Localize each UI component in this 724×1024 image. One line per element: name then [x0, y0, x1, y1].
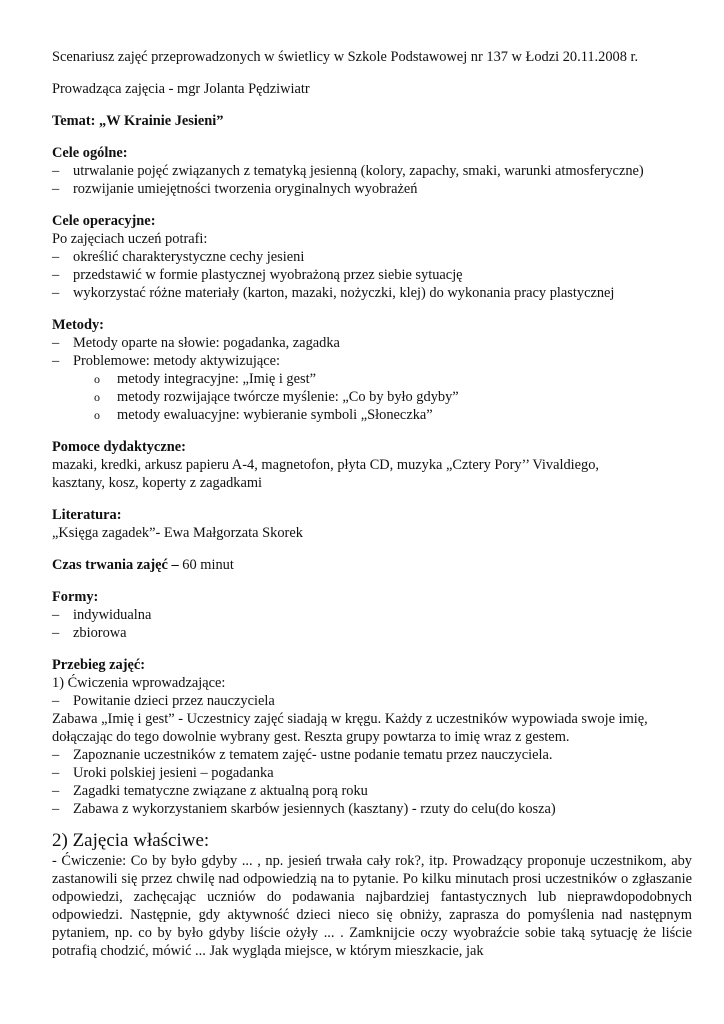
duration-line — [52, 556, 692, 574]
list-item: – Uroki polskiej jesieni – pogadanka — [52, 765, 274, 781]
game-description: dołączając do tego dowolnie wybrany gest. Reszta grupy powtarza to imię wraz z gestem. — [52, 729, 570, 745]
circle-bullet: o — [94, 372, 100, 386]
game-description: Zabawa „Imię i gest” - Uczestnicy zajęć siadają w kręgu. Każdy z uczestników wypowiada swoje imię, — [52, 711, 648, 727]
dash-bullet: – — [52, 783, 60, 799]
teacher-line: Prowadząca zajęcia - mgr Jolanta Pędziwiatr — [52, 81, 310, 97]
step-heading-main: 2) Zajęcia właściwe: — [52, 830, 210, 851]
dash-bullet: – — [52, 267, 60, 283]
literature-heading: Literatura: — [52, 507, 122, 523]
circle-bullet: o — [94, 408, 100, 422]
exercise-paragraph: - Ćwiczenie: Co by było gdyby ... , np. jesień trwała cały rok?, itp. Prowadzący proponuje uczestnikom, aby zastanowili się przez chwilę nad odpowiedzią na to pytanie. Po kilku minutach prosi uczestników o zgłaszanie odpowiedzi, zachęcając uczniów do podawania najbardziej fantastycznych lub nieprawdopodobnych odpowiedzi. Następnie, gdy aktywność dzieci nieco się obniży, zaprasza do pomyślenia nad następnym pytaniem, np. co by było gdyby liście ożyły ... . Zamknijcie oczy wyobraźcie sobie taką sytuację że liście potrafią chodzić, mówić ... Jak wygląda miejsce, w którym mieszkacie, jak — [52, 853, 692, 959]
course-heading: Przebieg zajęć: — [52, 657, 146, 673]
list-item: – Problemowe: metody aktywizujące: — [52, 353, 281, 369]
list-item: – Zagadki tematyczne związane z aktualną porą roku — [52, 783, 368, 799]
operational-goals-intro: Po zajęciach uczeń potrafi: — [52, 231, 208, 247]
list-item: – Metody oparte na słowie: pogadanka, zagadka — [52, 335, 340, 351]
duration-value: 60 minut — [178, 557, 234, 573]
aids-heading: Pomoce dydaktyczne: — [52, 439, 186, 455]
list-item: – utrwalanie pojęć związanych z tematyką jesienną (kolory, zapachy, smaki, warunki atmosferyczne) — [52, 163, 644, 179]
list-item: – Zabawa z wykorzystaniem skarbów jesiennych (kasztany) - rzuty do celu(do kosza) — [52, 801, 556, 817]
dash-bullet: – — [52, 625, 60, 641]
dash-bullet: – — [52, 335, 60, 351]
aids-text: mazaki, kredki, arkusz papieru A-4, magnetofon, płyta CD, muzyka „Cztery Pory’’ Vivaldiego, — [52, 457, 600, 473]
list-item: – przedstawić w formie plastycznej wyobrażoną przez siebie sytuację — [52, 267, 463, 283]
step-heading: 1) Ćwiczenia wprowadzające: — [52, 675, 226, 691]
dash-bullet: – — [52, 801, 60, 817]
aids-text: kasztany, kosz, koperty z zagadkami — [52, 475, 263, 491]
operational-goals-heading: Cele operacyjne: — [52, 213, 156, 229]
list-item: – rozwijanie umiejętności tworzenia oryginalnych wyobrażeń — [52, 181, 418, 197]
duration-label: Czas trwania zajęć – — [52, 557, 179, 573]
sub-list-item: o metody integracyjne: „Imię i gest” — [94, 371, 316, 387]
dash-bullet: – — [52, 353, 60, 369]
dash-bullet: – — [52, 163, 60, 179]
dash-bullet: – — [52, 765, 60, 781]
list-item: – indywidualna — [52, 607, 152, 623]
dash-bullet: – — [52, 181, 60, 197]
circle-bullet: o — [94, 390, 100, 404]
methods-heading: Metody: — [52, 317, 104, 333]
list-item: – zbiorowa — [52, 625, 127, 641]
list-item: – Zapoznanie uczestników z tematem zajęć- ustne podanie tematu przez nauczyciela. — [52, 747, 553, 763]
general-goals-heading: Cele ogólne: — [52, 145, 128, 161]
list-item: – Powitanie dzieci przez nauczyciela — [52, 693, 275, 709]
topic-heading: Temat: „W Krainie Jesieni” — [52, 113, 224, 129]
list-item: – określić charakterystyczne cechy jesieni — [52, 249, 305, 265]
dash-bullet: – — [52, 249, 60, 265]
literature-text: „Księga zagadek”- Ewa Małgorzata Skorek — [52, 525, 303, 541]
dash-bullet: – — [52, 747, 60, 763]
sub-list-item: o metody rozwijające twórcze myślenie: „Co by było gdyby” — [94, 389, 459, 405]
sub-list-item: o metody ewaluacyjne: wybieranie symboli „Słoneczka” — [94, 407, 433, 423]
dash-bullet: – — [52, 285, 60, 301]
document-page — [52, 48, 692, 960]
forms-heading: Formy: — [52, 589, 99, 605]
dash-bullet: – — [52, 693, 60, 709]
list-item: – wykorzystać różne materiały (karton, mazaki, nożyczki, klej) do wykonania pracy plastycznej — [52, 285, 615, 301]
dash-bullet: – — [52, 607, 60, 623]
document-title: Scenariusz zajęć przeprowadzonych w świetlicy w Szkole Podstawowej nr 137 w Łodzi 20.11.2008 r. — [52, 49, 639, 65]
